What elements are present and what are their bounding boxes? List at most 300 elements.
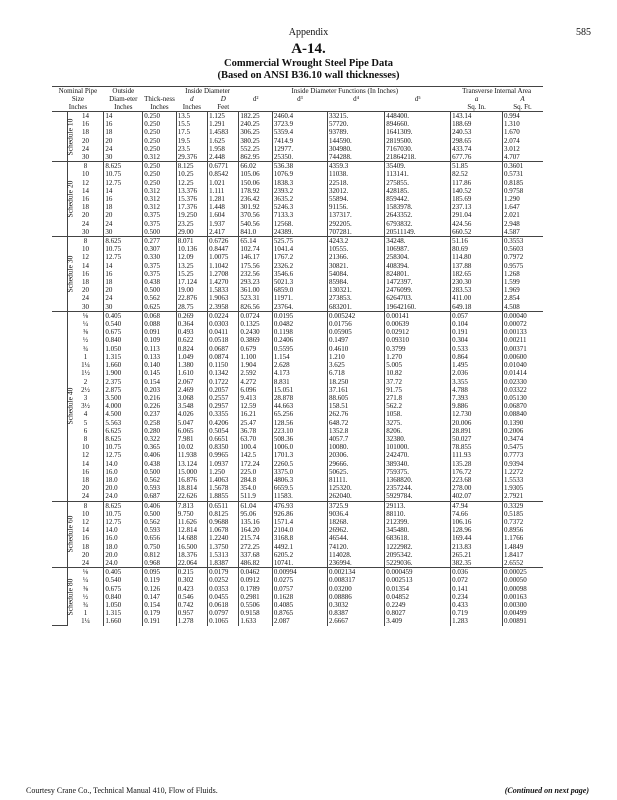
table-cell: 2393.2: [272, 187, 327, 195]
table-cell: 0.0195: [272, 311, 327, 320]
table-cell: 1.283: [451, 617, 503, 625]
table-cell: 19642160.: [385, 303, 451, 312]
unit-cell: [272, 103, 327, 112]
table-cell: 0.005242: [327, 311, 384, 320]
table-cell: 37.161: [327, 386, 384, 394]
table-cell: 0.8185: [504, 178, 524, 187]
table-row: [52, 492, 588, 501]
table-cell: 370.56: [239, 211, 272, 219]
table-cell: 6.718: [327, 369, 384, 377]
table-cell: 24: [104, 220, 143, 228]
table-cell: 0.312: [143, 195, 176, 203]
table-cell: 6859.0: [272, 286, 327, 294]
table-cell: 74.66: [451, 510, 503, 518]
table-cell: 486.82: [239, 559, 272, 568]
table-cell: 1¼: [67, 361, 104, 369]
table-cell: 0.3329: [503, 501, 543, 510]
table-cell: 240.25: [239, 120, 272, 128]
table-cell: 34248.: [385, 237, 451, 246]
table-cell: 23.5: [176, 145, 207, 153]
table-cell: 0.593: [143, 484, 176, 492]
table-row: [52, 484, 588, 492]
table-row: [52, 451, 588, 459]
table-cell: 1.4063: [208, 476, 239, 484]
col-d2: d²: [252, 95, 259, 103]
table-row: [52, 195, 588, 203]
table-cell: 1.610: [176, 369, 207, 377]
table-cell: 1.2708: [208, 270, 239, 278]
table-cell: 44.663: [272, 402, 327, 410]
unit-cell: Sq. In.: [451, 103, 503, 112]
table-cell: 1767.2: [272, 253, 327, 261]
table-cell: 125320.: [327, 484, 384, 492]
table-cell: 20.006: [451, 419, 503, 427]
table-cell: 0.1150: [208, 361, 239, 369]
running-header-title: Appendix: [288, 27, 329, 38]
table-cell: ¾: [67, 601, 104, 609]
table-header: [52, 87, 588, 112]
table-cell: 2.6552: [504, 558, 524, 567]
table-cell: 1.0937: [208, 460, 239, 468]
table-cell: 24: [67, 145, 104, 153]
table-cell: 3275.: [385, 419, 451, 427]
table-cell: 8: [67, 237, 104, 246]
table-cell: 2.3958: [208, 303, 239, 312]
table-cell: 0.277: [143, 237, 176, 246]
table-cell: 1.210: [327, 353, 384, 361]
table-cell: 22.626: [176, 492, 207, 501]
table-cell: 0.500: [143, 468, 176, 476]
table-cell: 0.0757: [272, 585, 327, 593]
table-cell: 18: [67, 476, 104, 484]
table-cell: 9036.4: [327, 510, 384, 518]
table-cell: 14: [67, 262, 104, 270]
table-cell: 2.417: [208, 228, 239, 237]
table-cell: 5021.3: [272, 278, 327, 286]
table-cell: 1.448: [208, 203, 239, 211]
table-cell: 17.5: [176, 128, 207, 136]
table-cell: 36.78: [239, 427, 272, 435]
table-cell: 1.4583: [208, 128, 239, 136]
footer-continued: (Continued on next page): [504, 786, 589, 795]
table-cell: 1076.9: [272, 170, 327, 178]
table-cell: ¼: [67, 320, 104, 328]
table-cell: 298.65: [451, 137, 503, 145]
table-cell: 0.375: [143, 211, 176, 219]
table-row: [52, 294, 588, 302]
table-cell: 4.173: [272, 369, 327, 377]
table-cell: 1006.0: [272, 443, 327, 451]
table-cell: 8.625: [104, 237, 143, 246]
table-cell: 0.593: [143, 526, 176, 534]
table-cell: 21864218.: [385, 153, 451, 162]
table-cell: 9.750: [176, 510, 207, 518]
table-cell: 20.0: [104, 484, 143, 492]
table-cell: 0.375: [143, 220, 176, 228]
table-cell: 2.6667: [327, 617, 384, 625]
table-cell: 14: [67, 526, 104, 534]
table-cell: 5.563: [104, 419, 143, 427]
unit-cell: Inches: [143, 103, 176, 112]
table-cell: 0.234: [451, 593, 503, 601]
table-cell: 105.06: [239, 170, 272, 178]
table-cell: 0.840: [104, 593, 143, 601]
table-cell: 3168.8: [272, 534, 327, 542]
table-cell: 0.330: [143, 253, 176, 261]
page-number: 585: [576, 27, 591, 38]
table-cell: 536.38: [272, 162, 327, 171]
table-cell: 0.433: [451, 601, 503, 609]
table-cell: 0.08886: [327, 593, 384, 601]
table-cell: 0.00300: [504, 600, 527, 609]
table-cell: 150.06: [239, 179, 272, 187]
table-cell: 1.281: [208, 195, 239, 203]
table-cell: 236.42: [239, 195, 272, 203]
table-row: [52, 112, 588, 121]
table-cell: 0.957: [176, 609, 207, 617]
table-cell: 1.633: [239, 617, 272, 625]
table-cell: 1.125: [208, 112, 239, 121]
table-cell: 6.065: [176, 427, 207, 435]
table-cell: ¼: [67, 576, 104, 584]
table-cell: 11583.: [272, 492, 327, 501]
table-cell: 20: [104, 211, 143, 219]
table-cell: 0.0353: [208, 585, 239, 593]
table-cell: 2.021: [504, 211, 520, 220]
table-cell: 0.1628: [272, 593, 327, 601]
table-cell: 65.14: [239, 237, 272, 246]
table-cell: 30: [67, 228, 104, 237]
table-cell: 10741.: [272, 559, 327, 568]
table-cell: 265.21: [451, 551, 503, 559]
table-cell: 1641309.: [385, 128, 451, 136]
pipe-data-table: [52, 86, 588, 626]
table-cell: 28.75: [176, 303, 207, 312]
table-cell: 80.69: [451, 245, 503, 253]
table-cell: 0.02912: [385, 328, 451, 336]
table-cell: 20: [67, 551, 104, 559]
table-cell: 13.5: [176, 112, 207, 121]
table-cell: 0.0224: [208, 311, 239, 320]
table-cell: 1.278: [176, 617, 207, 625]
table-cell: 14: [104, 262, 143, 270]
table-row: [52, 551, 588, 559]
table-cell: 5929784.: [385, 492, 451, 501]
table-cell: 18: [67, 203, 104, 211]
table-cell: 1.5678: [208, 484, 239, 492]
table-cell: 8.071: [176, 237, 207, 246]
table-cell: 16: [67, 270, 104, 278]
table-cell: 0.05905: [327, 328, 384, 336]
unit-cell: [239, 103, 272, 112]
table-cell: 51.16: [451, 237, 503, 246]
table-cell: 0.8027: [385, 609, 451, 617]
table-cell: 648.72: [327, 419, 384, 427]
table-cell: 16: [104, 195, 143, 203]
table-cell: 1.1042: [208, 262, 239, 270]
table-cell: 1.958: [208, 145, 239, 153]
table-cell: 0.0797: [208, 609, 239, 617]
table-cell: 1.050: [104, 345, 143, 353]
table-cell: 0.546: [176, 593, 207, 601]
table-cell: 10: [67, 170, 104, 178]
table-cell: 337.68: [239, 551, 272, 559]
table-cell: 0.133: [143, 353, 176, 361]
table-cell: 182.65: [451, 270, 503, 278]
schedule-label-text: Schedule 20: [65, 180, 75, 218]
table-cell: 14: [67, 187, 104, 195]
table-cell: 0.493: [176, 328, 207, 336]
table-cell: 508.36: [272, 435, 327, 443]
table-cell: 1583978.: [385, 203, 451, 211]
table-cell: 0.423: [176, 585, 207, 593]
table-cell: 7.981: [176, 435, 207, 443]
table-cell: 46544.: [327, 534, 384, 542]
table-cell: 0.01354: [385, 585, 451, 593]
col-thickness: Thick-ness: [143, 87, 176, 104]
table-cell: 2.469: [176, 386, 207, 394]
table-cell: 0.00499: [504, 609, 527, 618]
table-cell: 1.599: [504, 278, 520, 287]
schedule-label-text: Schedule 40: [65, 387, 75, 425]
table-cell: 683618.: [385, 534, 451, 542]
table-cell: 223.68: [451, 476, 503, 484]
table-cell: 78.855: [451, 443, 503, 451]
table-cell: 12.75: [104, 518, 143, 526]
table-cell: 0.000459: [385, 568, 451, 577]
table-cell: 0.4085: [272, 601, 327, 609]
table-cell: 1.250: [208, 468, 239, 476]
table-cell: 0.104: [451, 320, 503, 328]
unit-cell: Inches: [52, 103, 104, 112]
table-row: [52, 427, 588, 435]
table-cell: 0.00163: [504, 592, 527, 601]
table-cell: 23.25: [176, 220, 207, 228]
table-row: [52, 286, 588, 294]
table-cell: 707281.: [327, 228, 384, 237]
table-cell: ⅜: [67, 328, 104, 336]
table-cell: 16.0: [104, 468, 143, 476]
table-cell: 0.0275: [272, 576, 327, 584]
table-cell: 0.6726: [208, 237, 239, 246]
table-row: [52, 543, 588, 551]
table-cell: 660.52: [451, 228, 503, 237]
table-cell: 345480.: [385, 526, 451, 534]
table-cell: 0.280: [143, 427, 176, 435]
table-cell: 0.258: [143, 419, 176, 427]
table-cell: 278.00: [451, 484, 503, 492]
table-cell: 2326.2: [272, 262, 327, 270]
table-cell: 0.365: [143, 443, 176, 451]
table-cell: 1058.: [385, 410, 451, 418]
table-cell: 18: [104, 203, 143, 211]
table-cell: 1.9305: [504, 484, 524, 493]
table-cell: 175.56: [239, 262, 272, 270]
table-cell: 0.2557: [208, 394, 239, 402]
table-cell: 25350.: [272, 153, 327, 162]
col-inside-diameter: Inside Diameter: [176, 87, 239, 96]
table-cell: 15.25: [176, 270, 207, 278]
table-cell: 1.050: [104, 601, 143, 609]
table-cell: 20: [104, 286, 143, 294]
table-cell: ½: [67, 593, 104, 601]
table-cell: 284.8: [239, 476, 272, 484]
table-cell: 230.30: [451, 278, 503, 286]
table-cell: 291.04: [451, 211, 503, 219]
table-cell: 85984.: [327, 278, 384, 286]
table-cell: 0.0179: [208, 568, 239, 577]
table-cell: 0.742: [176, 601, 207, 609]
table-cell: 0.250: [143, 120, 176, 128]
table-cell: 14: [104, 187, 143, 195]
table-cell: 262040.: [327, 492, 384, 501]
table-cell: 0.9575: [504, 261, 524, 270]
table-cell: 1.900: [104, 369, 143, 377]
table-cell: 225.0: [239, 468, 272, 476]
table-cell: 137.88: [451, 262, 503, 270]
table-cell: 1.154: [272, 353, 327, 361]
table-cell: 8: [67, 501, 104, 510]
table-cell: 523.31: [239, 294, 272, 302]
table-cell: 3.068: [176, 394, 207, 402]
table-cell: 22.064: [176, 559, 207, 568]
table-cell: 11.626: [176, 518, 207, 526]
table-cell: 382.35: [451, 559, 503, 568]
table-row: [52, 137, 588, 145]
table-row: [52, 476, 588, 484]
table-cell: 164.20: [239, 526, 272, 534]
table-cell: 0.9158: [239, 609, 272, 617]
table-cell: 223.10: [272, 427, 327, 435]
table-cell: 0.154: [143, 378, 176, 386]
table-cell: 0.5595: [272, 345, 327, 353]
table-cell: 1701.3: [272, 451, 327, 459]
col-d3: d³: [297, 95, 303, 103]
table-cell: 11971.: [272, 294, 327, 302]
table-cell: 18: [67, 543, 104, 551]
table-cell: 2.592: [239, 369, 272, 377]
table-cell: 0.1342: [208, 369, 239, 377]
table-cell: 562.2: [385, 402, 451, 410]
schedule-label: [52, 237, 75, 312]
table-cell: 18: [104, 278, 143, 286]
table-cell: 20: [67, 286, 104, 294]
table-cell: 1.904: [239, 361, 272, 369]
table-cell: 37.72: [385, 378, 451, 386]
table-cell: 1.111: [208, 187, 239, 195]
table-cell: 22.876: [176, 294, 207, 302]
table-cell: 12568.: [272, 220, 327, 228]
table-cell: 12: [67, 179, 104, 187]
schedule-label-text: Schedule 30: [65, 255, 75, 293]
table-cell: 24: [67, 559, 104, 568]
table-cell: 6.625: [104, 427, 143, 435]
table-cell: 258304.: [385, 253, 451, 261]
table-cell: 28.891: [451, 427, 503, 435]
table-cell: 15.5: [176, 120, 207, 128]
table-row: [52, 253, 588, 261]
table-cell: 0.0687: [208, 345, 239, 353]
table-row: [52, 262, 588, 270]
table-row: [52, 568, 588, 577]
table-cell: 2.448: [208, 153, 239, 162]
table-cell: 185.69: [451, 195, 503, 203]
table-cell: 100.4: [239, 443, 272, 451]
table-cell: 5.047: [176, 419, 207, 427]
table-cell: 10.25: [176, 170, 207, 178]
table-row: [52, 534, 588, 542]
table-cell: 19.00: [176, 286, 207, 294]
table-cell: 3635.2: [272, 195, 327, 203]
table-cell: 3723.9: [272, 120, 327, 128]
table-cell: 128.96: [451, 526, 503, 534]
table-cell: 51.85: [451, 162, 503, 171]
table-cell: 117.86: [451, 179, 503, 187]
table-cell: 16.500: [176, 543, 207, 551]
table-row: [52, 510, 588, 518]
table-cell: 0.375: [143, 270, 176, 278]
table-cell: 2460.4: [272, 112, 327, 121]
table-cell: 1.670: [504, 128, 520, 137]
table-cell: 12.59: [239, 402, 272, 410]
table-cell: 2.067: [176, 378, 207, 386]
table-cell: 0.675: [104, 585, 143, 593]
table-cell: 0.8350: [208, 443, 239, 451]
table-row: [52, 585, 588, 593]
table-cell: 0.1390: [504, 418, 524, 427]
table-cell: 8206.: [385, 427, 451, 435]
unit-cell: Sq. Ft.: [503, 103, 543, 112]
table-cell: 0.540: [104, 576, 143, 584]
title-line-2: (Based on ANSI B36.10 wall thicknesses): [217, 70, 400, 81]
table-cell: 18.0: [104, 476, 143, 484]
table-cell: 1.1766: [504, 534, 524, 543]
table-cell: 13.25: [176, 262, 207, 270]
table-cell: 114.80: [451, 253, 503, 261]
col-nominal-size: Nominal Pipe Size: [52, 87, 104, 104]
table-cell: 169.44: [451, 534, 503, 542]
table-cell: 232.56: [239, 270, 272, 278]
table-cell: 0.00639: [385, 320, 451, 328]
table-row: [52, 443, 588, 451]
table-cell: 0.250: [143, 179, 176, 187]
table-cell: 2095342.: [385, 551, 451, 559]
table-id: A-14.: [291, 41, 326, 57]
table-cell: 29.376: [176, 153, 207, 162]
table-cell: 3.500: [104, 394, 143, 402]
table-cell: 0.312: [143, 203, 176, 211]
table-cell: 0.250: [143, 162, 176, 171]
table-cell: 5.005: [385, 361, 451, 369]
table-cell: 0.1722: [208, 378, 239, 386]
table-cell: 0.322: [143, 435, 176, 443]
table-cell: 4359.3: [327, 162, 384, 171]
table-cell: 6659.5: [272, 484, 327, 492]
table-cell: 12: [67, 253, 104, 261]
table-cell: 158.51: [327, 402, 384, 410]
table-cell: 389340.: [385, 460, 451, 468]
table-cell: 0.068: [143, 311, 176, 320]
table-cell: 0.113: [143, 345, 176, 353]
table-cell: 1.0075: [208, 253, 239, 261]
table-cell: 6264703.: [385, 294, 451, 302]
table-cell: 18.814: [176, 484, 207, 492]
table-cell: 0.191: [451, 328, 503, 336]
table-cell: 0.0411: [208, 328, 239, 336]
table-cell: 0.00072: [504, 320, 527, 329]
col-d: d: [190, 95, 194, 103]
table-cell: 301.92: [239, 203, 272, 211]
